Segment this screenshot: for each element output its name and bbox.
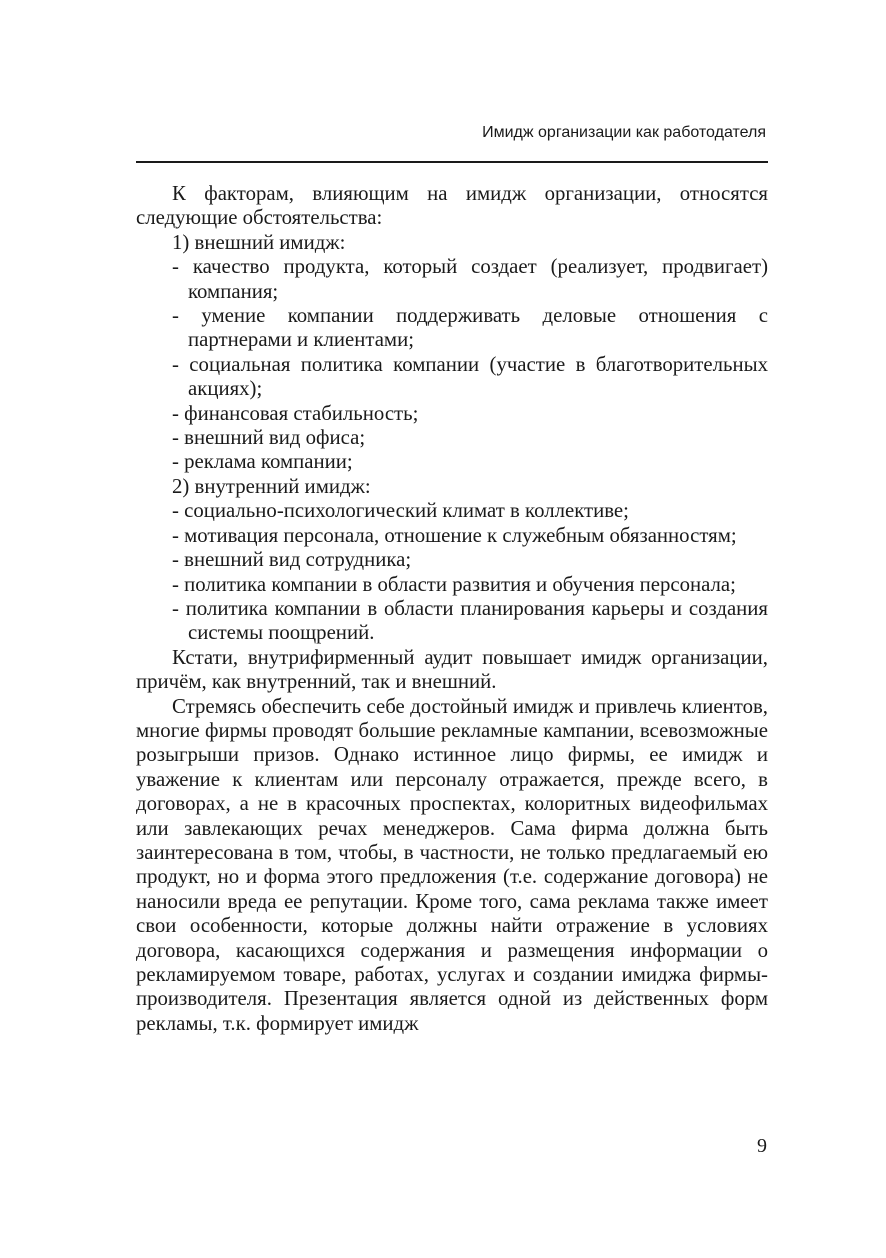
header-rule: [136, 161, 768, 163]
list-item: - реклама компании;: [172, 450, 353, 474]
list-item: - финансовая стабильность;: [172, 401, 419, 425]
list-item: - внешний вид сотрудника;: [172, 548, 412, 572]
list-item: - умение компании поддерживать деловые отношения с партнерами и клиентами;: [172, 304, 768, 352]
list-item: - мотивация персонала, отношение к служебным обязанностям;: [172, 523, 737, 547]
internal-image-heading: 2) внутренний имидж:: [172, 474, 371, 498]
list-item: - социальная политика компании (участие в благотворительных акциях);: [172, 352, 768, 401]
list-item: - политика компании в области развития и обучения персонала;: [172, 572, 736, 596]
list-item: - качество продукта, который создает (реализует, продвигает) компания;: [172, 255, 768, 303]
audit-paragraph: Кстати, внутрифирменный аудит повышает имидж организации, причём, как внутренний, так и внешний.: [136, 645, 768, 694]
running-header: Имидж организации как работодателя: [482, 124, 766, 141]
body-text: [136, 182, 768, 1036]
page-number: 9: [757, 1135, 767, 1157]
advertising-paragraph: Стремясь обеспечить себе достойный имидж и привлечь клиентов, многие фирмы проводят большие рекламные кампании, всевозможные розыгрыши призов. Однако истинное лицо фирмы, ее имидж и уважение к клиентам или персоналу отражается, прежде всего, в договорах, а не в красочных проспектах, колоритных видеофильмах или завлекающих речах менеджеров. Сама фирма должна быть заинтересована в том, чтобы, в частности, не только предлагаемый ею продукт, но и форма этого предложения (т.е. содержание договора) не наносили вреда ее репутации. Кроме того, сама реклама также имеет свои особенности, которые должны найти отражение в условиях договора, касающихся содержания и размещения информации о рекламируемом товаре, работах, услугах и создании имиджа фирмы-производителя. Презентация является одной из действенных форм рекламы, т.к. формирует имидж: [136, 694, 768, 1035]
list-item: - социально-психологический климат в коллективе;: [172, 499, 629, 523]
intro-paragraph: К факторам, влияющим на имидж организации, относятся следующие обстоятельства:: [136, 182, 768, 230]
list-item: - политика компании в области планирования карьеры и создания системы поощрений.: [172, 596, 768, 645]
external-image-heading: 1) внешний имидж:: [172, 230, 346, 254]
list-item: - внешний вид офиса;: [172, 426, 366, 450]
